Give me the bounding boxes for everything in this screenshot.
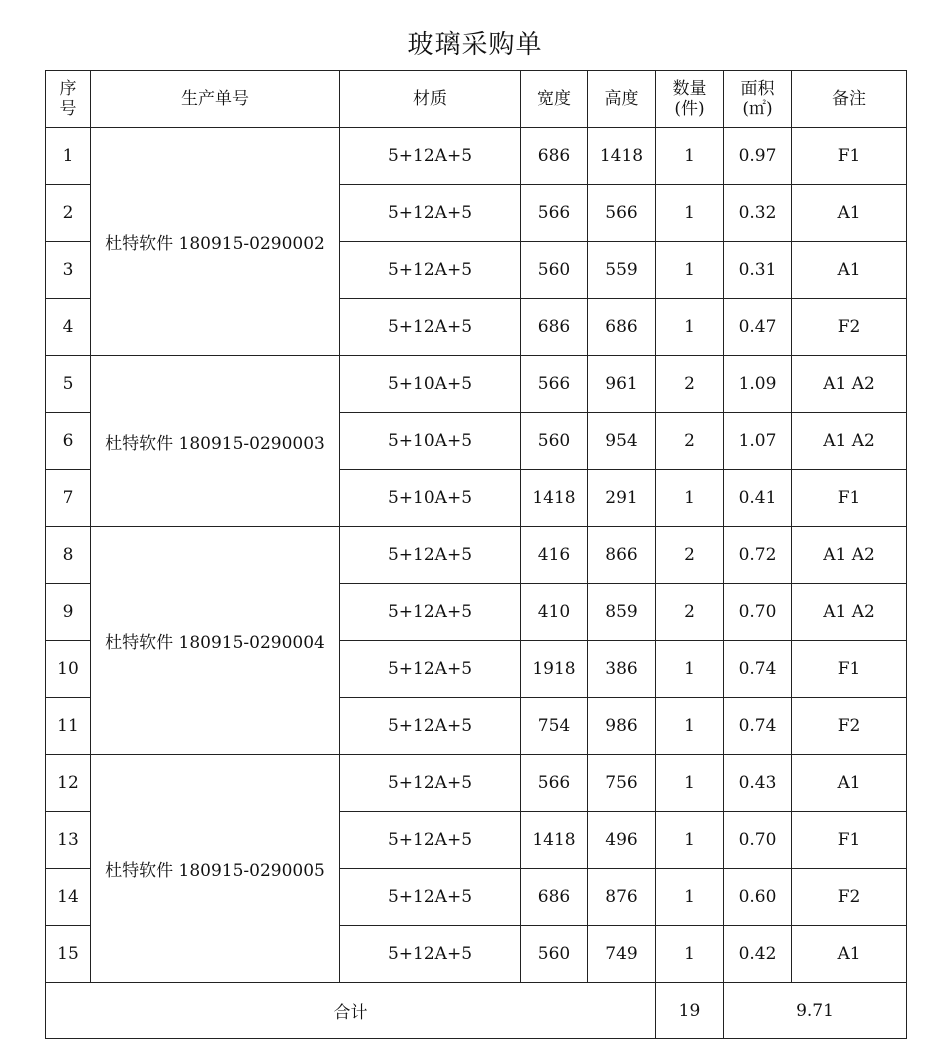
- cell-qty: 1: [656, 869, 724, 926]
- cell-remark: A1: [792, 755, 907, 812]
- cell-width: 686: [521, 869, 588, 926]
- table-row: [46, 755, 907, 812]
- cell-area: 1.07: [724, 413, 792, 470]
- header-row: [46, 71, 907, 128]
- cell-remark: F1: [792, 128, 907, 185]
- header-width: 宽度: [521, 71, 588, 128]
- cell-height: 954: [588, 413, 656, 470]
- cell-area: 0.32: [724, 185, 792, 242]
- cell-material: 5+12A+5: [340, 755, 521, 812]
- cell-width: 1918: [521, 641, 588, 698]
- cell-material: 5+10A+5: [340, 470, 521, 527]
- cell-qty: 1: [656, 470, 724, 527]
- cell-seq: 15: [46, 926, 91, 983]
- cell-width: 410: [521, 584, 588, 641]
- cell-qty: 2: [656, 356, 724, 413]
- cell-area: 0.70: [724, 584, 792, 641]
- cell-height: 386: [588, 641, 656, 698]
- cell-height: 566: [588, 185, 656, 242]
- cell-width: 566: [521, 356, 588, 413]
- cell-height: 986: [588, 698, 656, 755]
- cell-width: 754: [521, 698, 588, 755]
- cell-seq: 1: [46, 128, 91, 185]
- header-remark: 备注: [792, 71, 907, 128]
- cell-remark: A1 A2: [792, 584, 907, 641]
- cell-height: 291: [588, 470, 656, 527]
- header-seq: 序 号: [46, 71, 91, 128]
- cell-height: 496: [588, 812, 656, 869]
- cell-remark: F2: [792, 698, 907, 755]
- cell-qty: 2: [656, 584, 724, 641]
- header-order-no: 生产单号: [91, 71, 340, 128]
- cell-width: 560: [521, 413, 588, 470]
- cell-qty: 1: [656, 185, 724, 242]
- cell-width: 686: [521, 299, 588, 356]
- cell-seq: 6: [46, 413, 91, 470]
- cell-material: 5+12A+5: [340, 299, 521, 356]
- cell-remark: A1 A2: [792, 356, 907, 413]
- cell-qty: 1: [656, 926, 724, 983]
- cell-area: 1.09: [724, 356, 792, 413]
- cell-seq: 11: [46, 698, 91, 755]
- cell-width: 560: [521, 242, 588, 299]
- cell-seq: 14: [46, 869, 91, 926]
- cell-area: 0.70: [724, 812, 792, 869]
- cell-qty: 1: [656, 755, 724, 812]
- cell-material: 5+12A+5: [340, 185, 521, 242]
- cell-qty: 1: [656, 641, 724, 698]
- cell-seq: 2: [46, 185, 91, 242]
- cell-width: 566: [521, 755, 588, 812]
- cell-material: 5+12A+5: [340, 869, 521, 926]
- cell-material: 5+12A+5: [340, 128, 521, 185]
- cell-qty: 1: [656, 128, 724, 185]
- cell-seq: 5: [46, 356, 91, 413]
- cell-qty: 1: [656, 698, 724, 755]
- cell-area: 0.72: [724, 527, 792, 584]
- cell-seq: 13: [46, 812, 91, 869]
- cell-seq: 12: [46, 755, 91, 812]
- cell-material: 5+12A+5: [340, 926, 521, 983]
- cell-qty: 2: [656, 413, 724, 470]
- cell-seq: 4: [46, 299, 91, 356]
- cell-height: 859: [588, 584, 656, 641]
- cell-width: 566: [521, 185, 588, 242]
- cell-material: 5+12A+5: [340, 698, 521, 755]
- cell-order-no: 杜特软件 180915-0290004: [91, 527, 340, 755]
- cell-seq: 3: [46, 242, 91, 299]
- cell-area: 0.97: [724, 128, 792, 185]
- cell-seq: 10: [46, 641, 91, 698]
- cell-remark: F1: [792, 470, 907, 527]
- cell-height: 749: [588, 926, 656, 983]
- cell-area: 0.41: [724, 470, 792, 527]
- cell-remark: F1: [792, 812, 907, 869]
- cell-remark: A1 A2: [792, 527, 907, 584]
- total-area: 9.71: [724, 983, 907, 1039]
- cell-remark: A1: [792, 926, 907, 983]
- cell-area: 0.60: [724, 869, 792, 926]
- cell-area: 0.74: [724, 698, 792, 755]
- cell-height: 756: [588, 755, 656, 812]
- cell-seq: 8: [46, 527, 91, 584]
- cell-order-no: 杜特软件 180915-0290003: [91, 356, 340, 527]
- cell-order-no: 杜特软件 180915-0290002: [91, 128, 340, 356]
- purchase-table: [45, 70, 907, 1039]
- cell-area: 0.31: [724, 242, 792, 299]
- table-row: [46, 527, 907, 584]
- cell-qty: 2: [656, 527, 724, 584]
- header-material: 材质: [340, 71, 521, 128]
- cell-area: 0.42: [724, 926, 792, 983]
- cell-area: 0.74: [724, 641, 792, 698]
- cell-height: 686: [588, 299, 656, 356]
- total-label: 合计: [46, 983, 656, 1039]
- cell-height: 961: [588, 356, 656, 413]
- page-title: 玻璃采购单: [407, 30, 543, 60]
- cell-width: 686: [521, 128, 588, 185]
- cell-height: 1418: [588, 128, 656, 185]
- cell-material: 5+12A+5: [340, 527, 521, 584]
- cell-qty: 1: [656, 299, 724, 356]
- table-row: [46, 128, 907, 185]
- cell-remark: F1: [792, 641, 907, 698]
- cell-width: 1418: [521, 812, 588, 869]
- cell-remark: A1: [792, 242, 907, 299]
- cell-qty: 1: [656, 242, 724, 299]
- cell-remark: A1 A2: [792, 413, 907, 470]
- cell-order-no: 杜特软件 180915-0290005: [91, 755, 340, 983]
- cell-remark: A1: [792, 185, 907, 242]
- total-row: [46, 983, 907, 1039]
- cell-area: 0.47: [724, 299, 792, 356]
- cell-height: 876: [588, 869, 656, 926]
- cell-width: 416: [521, 527, 588, 584]
- total-qty: 19: [656, 983, 724, 1039]
- cell-area: 0.43: [724, 755, 792, 812]
- cell-material: 5+12A+5: [340, 584, 521, 641]
- cell-material: 5+10A+5: [340, 356, 521, 413]
- table-row: [46, 356, 907, 413]
- cell-remark: F2: [792, 299, 907, 356]
- cell-material: 5+12A+5: [340, 641, 521, 698]
- header-qty: 数量 (件): [656, 71, 724, 128]
- cell-width: 1418: [521, 470, 588, 527]
- cell-material: 5+10A+5: [340, 413, 521, 470]
- cell-width: 560: [521, 926, 588, 983]
- cell-material: 5+12A+5: [340, 242, 521, 299]
- cell-qty: 1: [656, 812, 724, 869]
- header-height: 高度: [588, 71, 656, 128]
- cell-seq: 9: [46, 584, 91, 641]
- table-body: [46, 128, 907, 983]
- cell-remark: F2: [792, 869, 907, 926]
- cell-height: 866: [588, 527, 656, 584]
- cell-seq: 7: [46, 470, 91, 527]
- cell-height: 559: [588, 242, 656, 299]
- header-area: 面积 (㎡): [724, 71, 792, 128]
- cell-material: 5+12A+5: [340, 812, 521, 869]
